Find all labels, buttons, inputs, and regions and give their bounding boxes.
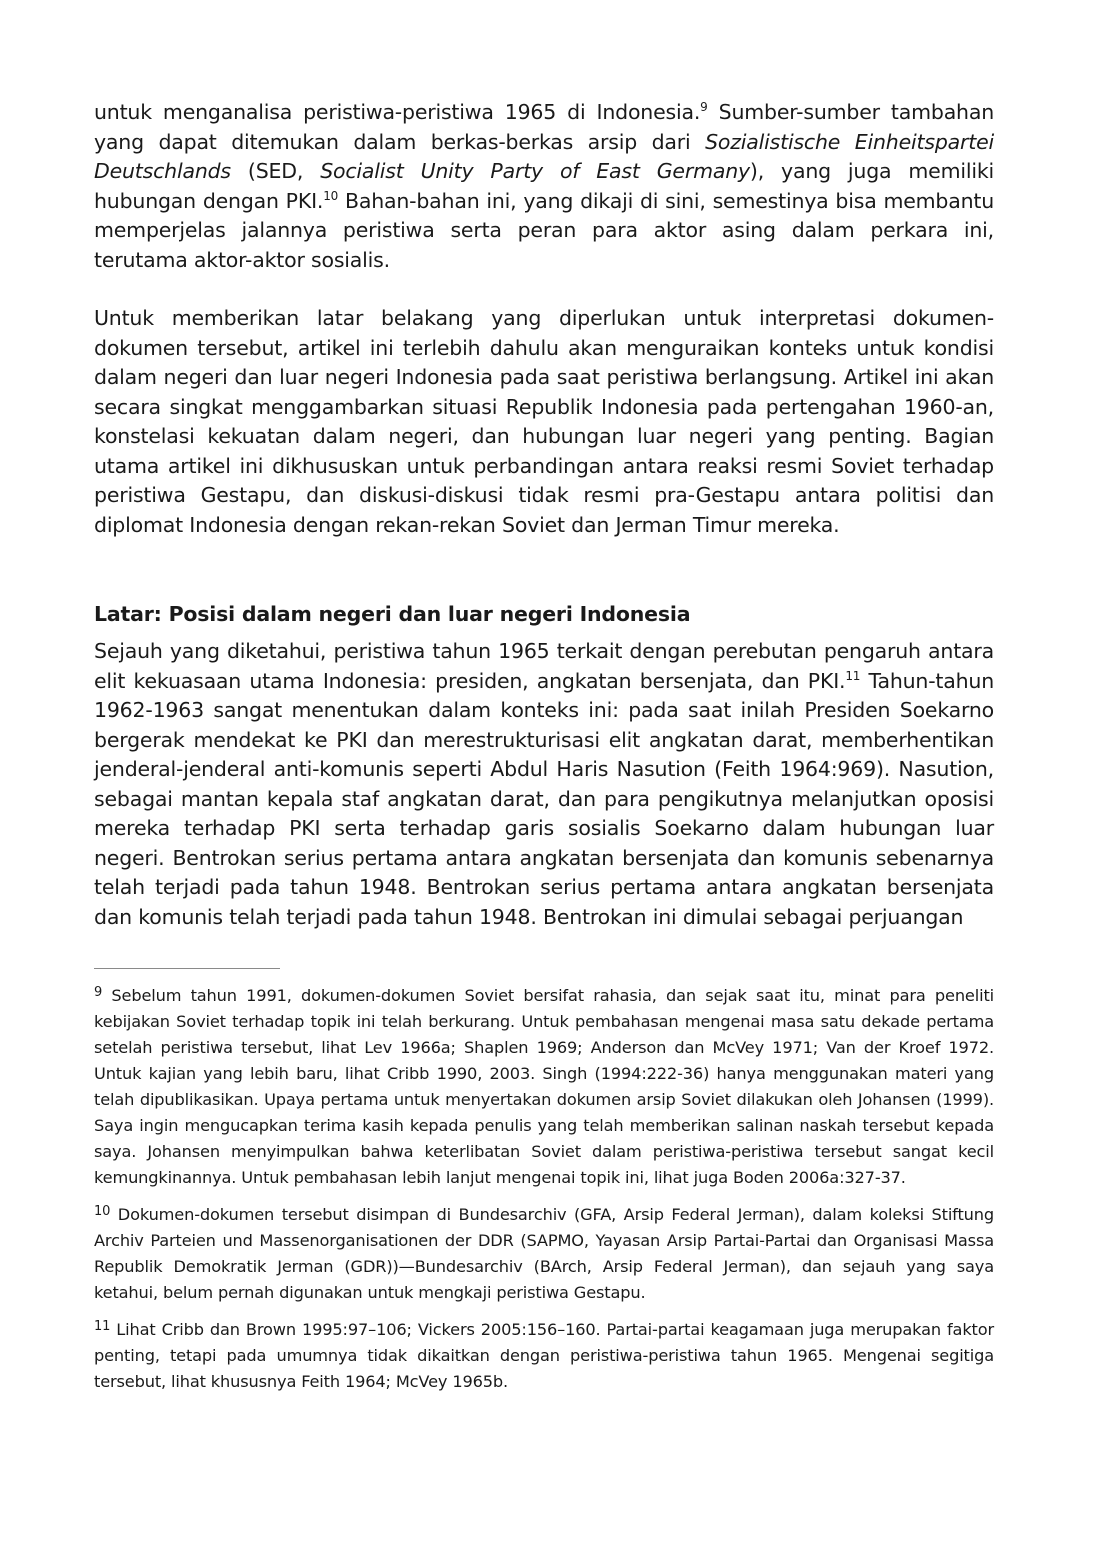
text-span: Sumber-sumber tambahan yang dapat ditemukan dalam berkas-berkas arsip dari xyxy=(94,100,994,154)
footnote-ref-10[interactable]: 10 xyxy=(323,188,339,203)
page-content xyxy=(94,98,994,1406)
paragraph-2: Untuk memberikan latar belakang yang diperlukan untuk interpretasi dokumen-dokumen tersebut, artikel ini terlebih dahulu akan menguraikan konteks untuk kondisi dalam negeri dan luar negeri Indonesia pada saat peristiwa berlangsung. Artikel ini akan secara singkat menggambarkan situasi Republik Indonesia pada pertengahan 1960-an, konstelasi kekuatan dalam negeri, dan hubungan luar negeri yang penting. Bagian utama artikel ini dikhususkan untuk perbandingan antara reaksi resmi Soviet terhadap peristiwa Gestapu, dan diskusi-diskusi tidak resmi pra-Gestapu antara politisi dan diplomat Indonesia dengan rekan-rekan Soviet dan Jerman Timur mereka. xyxy=(94,306,994,537)
section-heading: Latar: Posisi dalam negeri dan luar negeri Indonesia xyxy=(94,602,691,626)
footnote-ref-11[interactable]: 11 xyxy=(845,668,861,683)
text-span: (SED, xyxy=(230,159,321,183)
text-span: untuk menganalisa peristiwa-peristiwa 1965 di Indonesia. xyxy=(94,100,701,124)
text-span: Bahan-bahan ini, yang dikaji di sini, semestinya bisa membantu memperjelas jalannya peristiwa serta peran para aktor asing dalam perkara ini, terutama aktor-aktor sosialis. xyxy=(94,188,994,272)
footnote-divider xyxy=(94,968,280,969)
footnote-10 xyxy=(94,1202,994,1306)
footnote-number: 11 xyxy=(94,1319,111,1334)
text-span: Tahun-tahun 1962-1963 sangat menentukan dalam konteks ini: pada saat inilah Presiden Soekarno bergerak mendekat ke PKI dan merestrukturisasi elit angkatan darat, memberhentikan jenderal-jenderal anti-komunis seperti Abdul Haris Nasution (Feith 1964:969). Nasution, sebagai mantan kepala staf angkatan darat, dan para pengikutnya melanjutkan oposisi mereka terhadap PKI serta terhadap garis sosialis Soekarno dalam hubungan luar negeri. Bentrokan serius pertama antara angkatan bersenjata dan komunis sebenarnya telah terjadi pada tahun 1948. Bentrokan serius pertama antara angkatan bersenjata dan komunis telah terjadi pada tahun 1948. Bentrokan ini dimulai sebagai perjuangan xyxy=(94,668,994,929)
footnote-number: 9 xyxy=(94,985,103,1000)
footnote-text: Dokumen-dokumen tersebut disimpan di Bundesarchiv (GFA, Arsip Federal Jerman), dalam koleksi Stiftung Archiv Parteien und Massenorganisationen der DDR (SAPMO, Yayasan Arsip Partai-Partai dan Organisasi Massa Republik Demokratik Jerman (GDR))—Bundesarchiv (BArch, Arsip Federal Jerman), dan sejauh yang saya ketahui, belum pernah digunakan untuk mengkaji peristiwa Gestapu. xyxy=(94,1205,994,1302)
footnote-text: Lihat Cribb dan Brown 1995:97–106; Vickers 2005:156–160. Partai-partai keagamaan juga merupakan faktor penting, tetapi pada umumnya tidak dikaitkan dengan peristiwa-peristiwa tahun 1965. Mengenai segitiga tersebut, lihat khususnya Feith 1964; McVey 1965b. xyxy=(94,1320,994,1391)
footnote-11 xyxy=(94,1317,994,1395)
paragraph-1 xyxy=(94,98,994,275)
italic-term: Socialist Unity Party of East Germany xyxy=(320,159,750,183)
paragraph-3 xyxy=(94,637,994,932)
text-span: ), yang juga memiliki hubungan dengan PKI. xyxy=(94,159,994,213)
footnote-ref-9[interactable]: 9 xyxy=(700,100,708,115)
text-span: Sejauh yang diketahui, peristiwa tahun 1965 terkait dengan perebutan pengaruh antara elit kekuasaan utama Indonesia: presiden, angkatan bersenjata, dan PKI. xyxy=(94,639,994,693)
footnote-9 xyxy=(94,983,994,1191)
italic-term: Sozialistische Einheitspartei Deutschlands xyxy=(94,129,994,183)
footnote-text: Sebelum tahun 1991, dokumen-dokumen Soviet bersifat rahasia, dan sejak saat itu, minat para peneliti kebijakan Soviet terhadap topik ini telah berkurang. Untuk pembahasan mengenai masa satu dekade pertama setelah peristiwa tersebut, lihat Lev 1966a; Shaplen 1969; Anderson dan McVey 1971; Van der Kroef 1972. Untuk kajian yang lebih baru, lihat Cribb 1990, 2003. Singh (1994:222-36) hanya menggunakan materi yang telah dipublikasikan. Upaya pertama untuk menyertakan dokumen arsip Soviet dilakukan oleh Johansen (1999). Saya ingin mengucapkan terima kasih kepada penulis yang telah memberikan salinan naskah tersebut kepada saya. Johansen menyimpulkan bahwa keterlibatan Soviet dalam peristiwa-peristiwa tersebut sangat kecil kemungkinannya. Untuk pembahasan lebih lanjut mengenai topik ini, lihat juga Boden 2006a:327-37. xyxy=(94,986,994,1187)
footnote-number: 10 xyxy=(94,1204,111,1219)
